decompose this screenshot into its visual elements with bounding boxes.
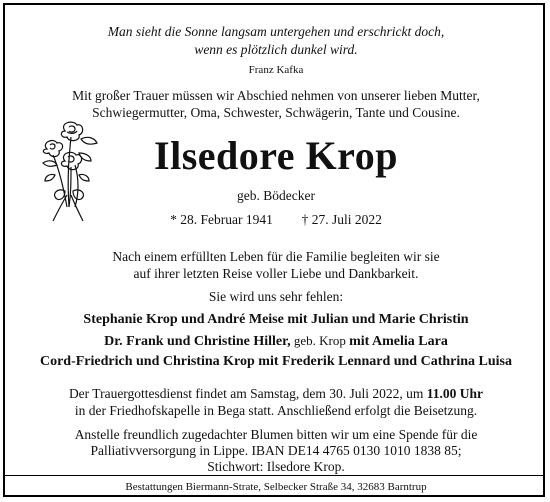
intro-line-2: Schwiegermutter, Oma, Schwester, Schwägerin, Tante und Cousine.: [92, 105, 460, 120]
tribute-line-2: auf ihrer letzten Reise voller Liebe und Dankbarkeit.: [133, 266, 419, 281]
deceased-name: Ilsedore Krop: [154, 133, 398, 178]
birth-name: geb. Bödecker: [237, 188, 315, 203]
family-line-3-text: Cord-Friedrich und Christina Krop mit Frederik Lennard und Cathrina Luisa: [39, 354, 513, 369]
donation-line-3: Stichwort: Ilsedore Krop.: [207, 459, 345, 474]
service-line-1-text: Der Trauergottesdienst findet am Samstag, dem 30. Juli 2022, um: [68, 386, 427, 401]
birth-date: * 28. Februar 1941: [170, 212, 273, 227]
tribute-line-1: Nach einem erfüllten Leben für die Familie begleiten wir sie: [112, 249, 440, 264]
family-line-2: [5, 330, 547, 352]
family-line-3: [5, 351, 547, 372]
obituary-card: [3, 3, 545, 497]
intro-line-1: Mit großer Trauer müssen wir Abschied nehmen von unserer lieben Mutter,: [72, 88, 480, 103]
donation-line-1: Anstelle freundlich zugedachter Blumen bitten wir um eine Spende für die: [74, 427, 478, 442]
family-line-1-text: Stephanie Krop und André Meise mit Julian und Marie Christin: [83, 312, 469, 327]
family-line-2-names: Dr. Frank und Christine Hiller,: [104, 334, 291, 349]
service-time: 11.00 Uhr: [426, 386, 484, 401]
family-line-2-birthname: geb. Krop: [290, 333, 350, 348]
family-line-1: [5, 309, 547, 330]
service-line-2: in der Friedhofskapelle in Bega statt. Anschließend erfolgt die Beisetzung.: [74, 403, 478, 418]
death-date: † 27. Juli 2022: [301, 212, 382, 227]
quote-author: Franz Kafka: [248, 64, 304, 76]
missed-line: Sie wird uns sehr fehlen:: [208, 289, 344, 304]
life-dates: [5, 211, 547, 228]
quote-line-1: Man sieht die Sonne langsam untergehen und erschrickt doch,: [107, 24, 445, 39]
donation-line-2: Palliativversorgung in Lippe. IBAN DE14 4765 0130 1010 1838 85;: [90, 443, 462, 458]
undertaker-footer: Bestattungen Biermann-Strate, Selbecker Straße 34, 32683 Barntrup: [125, 481, 427, 493]
service-line-1: [5, 385, 547, 402]
family-line-2-children: mit Amelia Lara: [349, 334, 448, 349]
footer-divider: [5, 475, 543, 476]
quote-line-2: wenn es plötzlich dunkel wird.: [194, 42, 358, 57]
